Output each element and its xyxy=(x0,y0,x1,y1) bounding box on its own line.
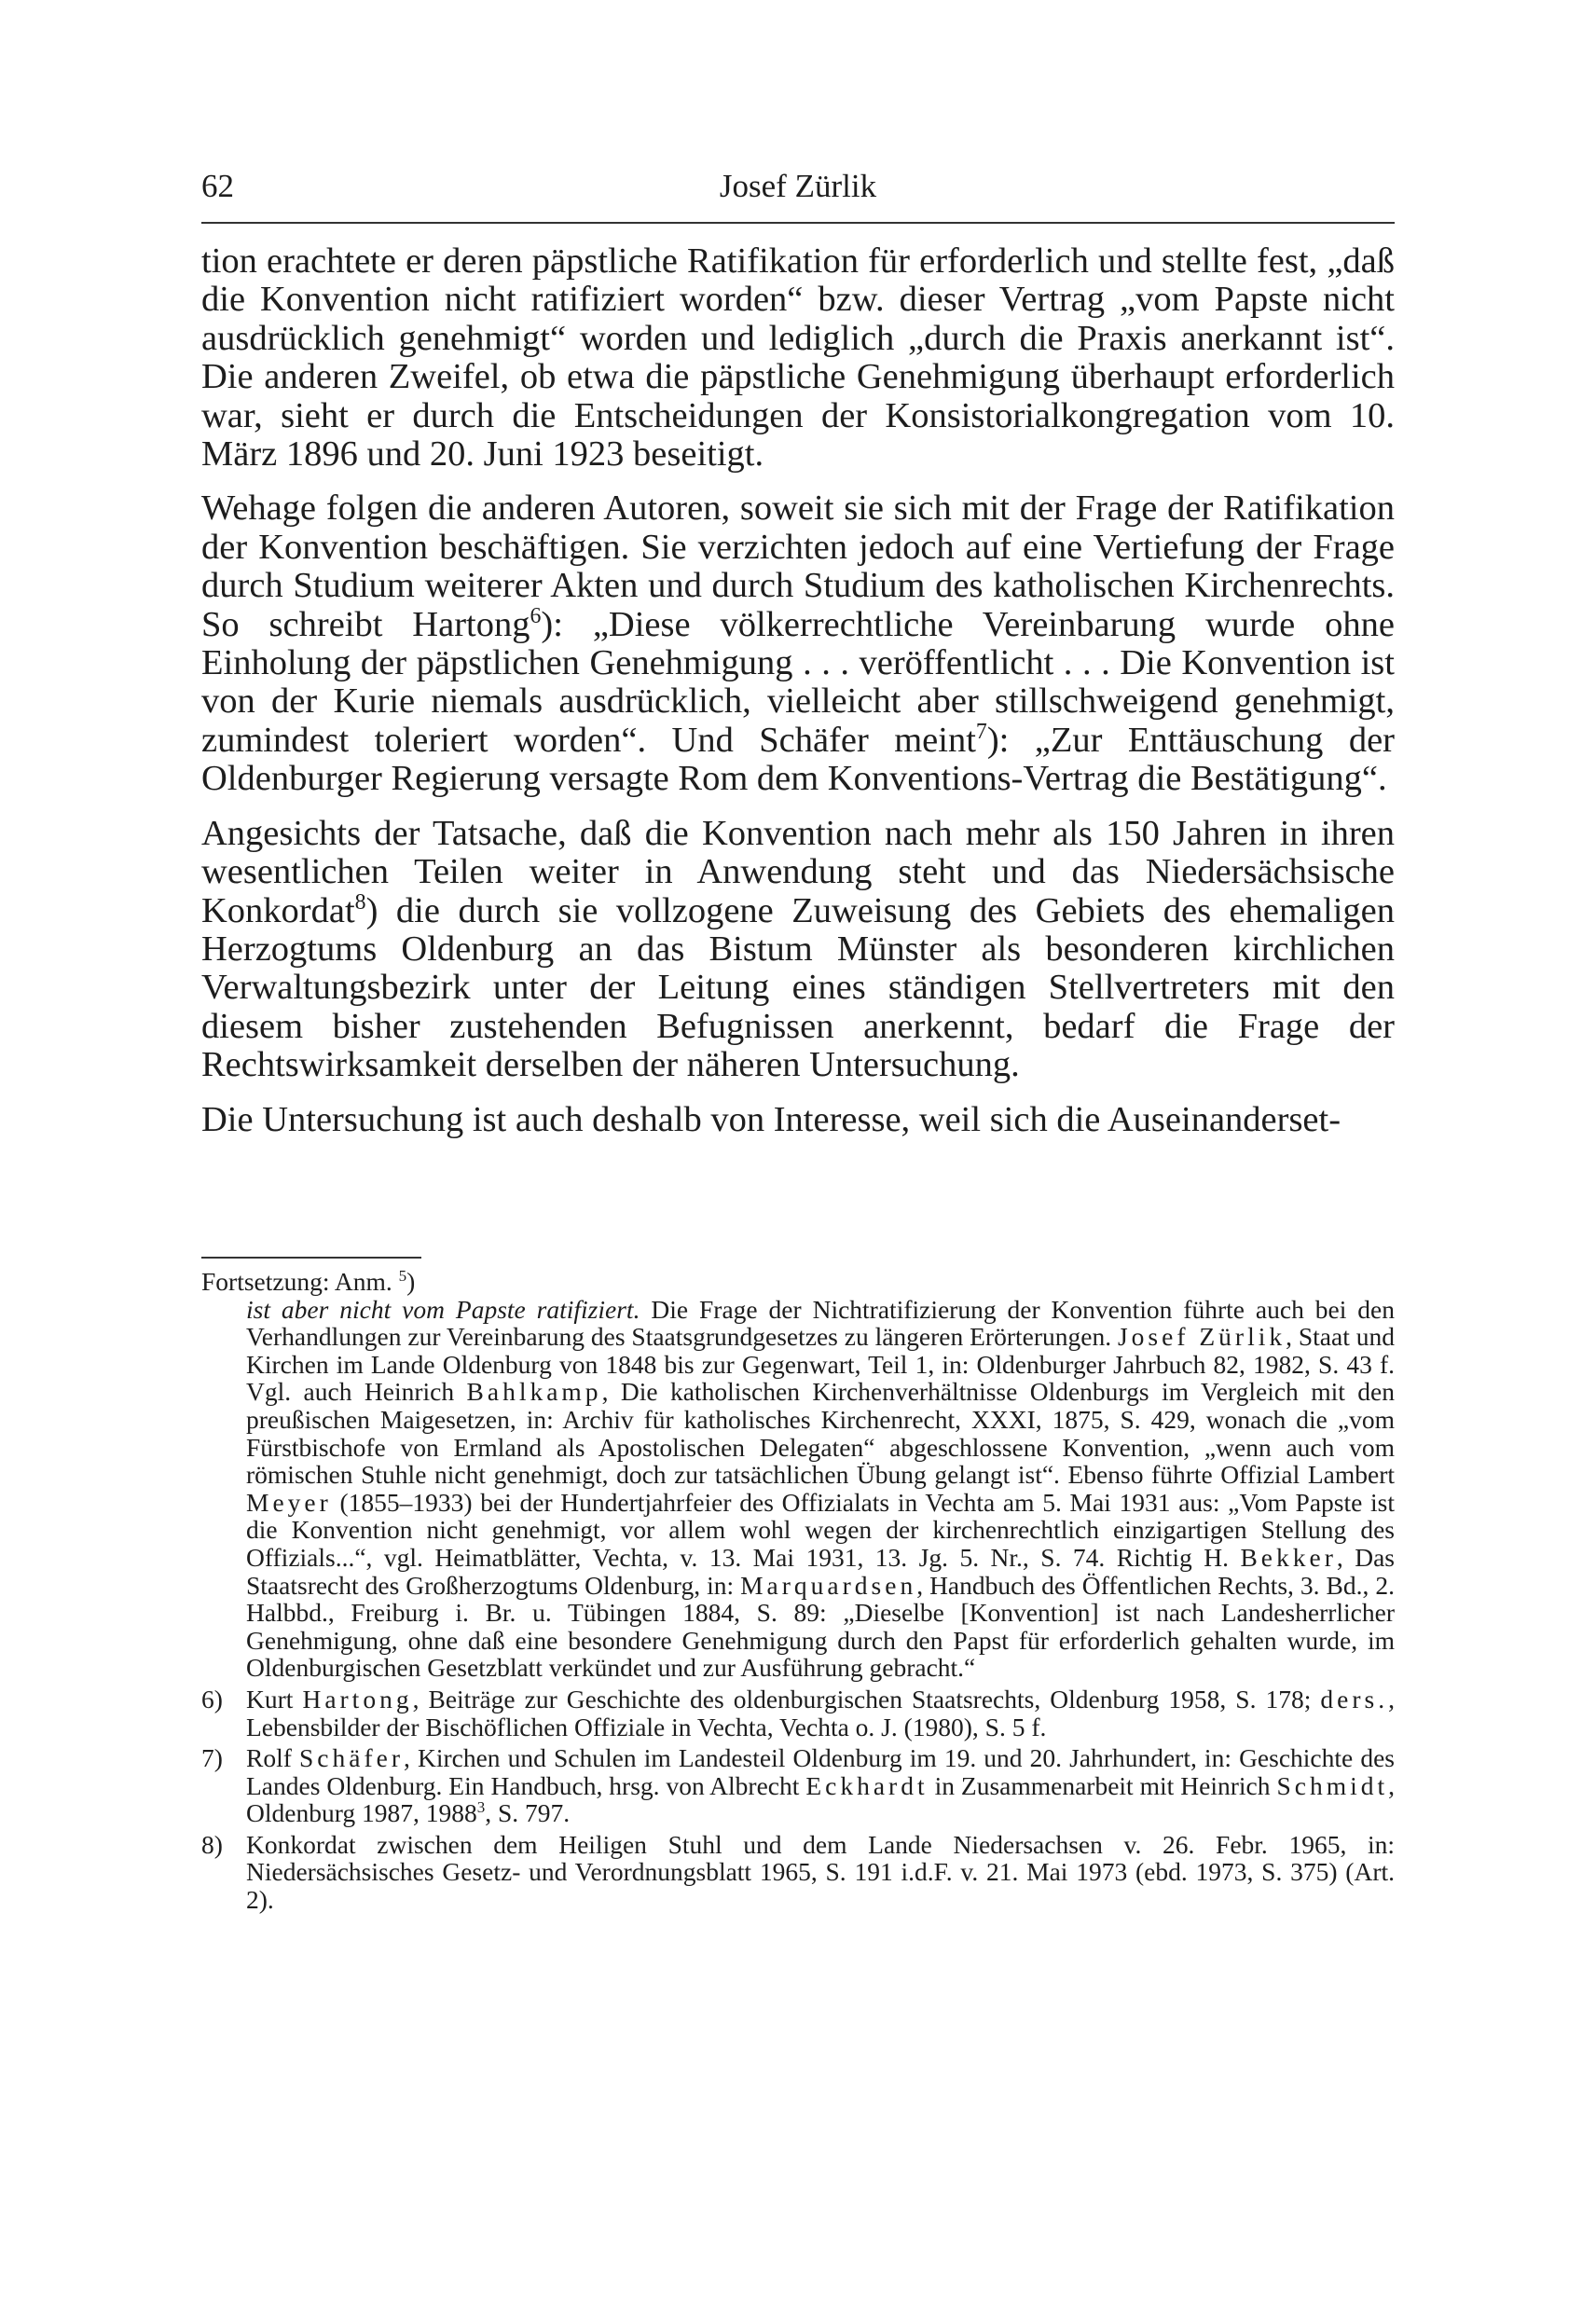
footnote-continuation-label: Fortsetzung: Anm. $^5$) xyxy=(201,1266,416,1296)
paragraph-4: Die Untersuchung ist auch deshalb von Interesse, weil sich die Auseinanderset- xyxy=(201,1099,1341,1139)
footnote-6: 6) Kurt Hartong, Beiträge zur Geschichte des oldenburgischen Staatsrechts, Oldenburg 1958, S. 178; ders., Lebensbilder der Bischöflichen Offiziale in Vechta, Vechta o. J. (1980), S. 5 f. xyxy=(201,1684,1395,1741)
footnote-7: 7) Rolf Schäfer, Kirchen und Schulen im Landesteil Oldenburg im 19. und 20. Jahrhundert, in: Geschichte des Landes Oldenburg. Ein Handbuch, hrsg. von Albrecht Eckhardt in Zusammenarbeit mit Heinrich Schmidt, Oldenburg 1987, 1988$^3$, S. 797. xyxy=(201,1743,1395,1828)
page-header xyxy=(201,158,1395,214)
footnote-ref-7: 7 xyxy=(975,720,987,745)
footnote-ref-8: 8 xyxy=(354,889,366,915)
footnote-6-marker: 6) xyxy=(201,1684,223,1713)
footnote-rule xyxy=(201,1257,421,1259)
footnote-8: 8) Konkordat zwischen dem Heiligen Stuhl und dem Lande Niedersachsen v. 26. Febr. 1965, in: Niedersächsisches Gesetz- und Verordnungsblatt 1965, S. 191 i.d.F. v. 21. Mai 1973 (ebd. 1973, S. 375) (Art. 2). xyxy=(201,1829,1395,1915)
paragraph-3: Angesichts der Tatsache, daß die Konvention nach mehr als 150 Jahren in ihren wesentlichen Teilen weiter in Anwendung steht und das Niedersächsische Konkordat$^8$) die durch sie vollzogene Zuweisung des Gebiets des ehemaligen Herzogtums Oldenburg an das Bistum Münster als besonderen kirchlichen Verwaltungsbezirk unter der Leitung eines ständigen Stellvertreters mit den diesem bisher zustehenden Befugnissen anerkennt, bedarf die Frage der Rechtswirksamkeit derselben der näheren Untersuchung. xyxy=(201,813,1395,1085)
page-number: 62 xyxy=(201,168,234,204)
running-title: Josef Zürlik xyxy=(719,168,877,204)
footnotes xyxy=(201,1268,1395,1918)
footnote-8-marker: 8) xyxy=(201,1829,223,1859)
footnote-ref-6: 6 xyxy=(530,603,542,628)
footnote-5-continued: ist aber nicht vom Papste ratifiziert. Die Frage der Nichtratifizierung der Konvention führte auch bei den Verhandlungen zur Vereinbarung des Staatsgrundgesetzes zu längeren Erörterungen. Josef Zürlik, Staat und Kirchen im Lande Oldenburg von 1848 bis zur Gegenwart, Teil 1, in: Oldenburger Jahrbuch 82, 1982, S. 43 f. Vgl. auch Heinrich Bahlkamp, Die katholischen Kirchenverhältnisse Oldenburgs im Vergleich mit den preußischen Maigesetzen, in: Archiv für katholisches Kirchenrecht, XXXI, 1875, S. 429, wonach die „vom Fürstbischofe von Ermland als Apostolischen Delegaten“ abgeschlossene Konvention, „wenn auch vom römischen Stuhle nicht genehmigt, doch zur tatsächlichen Übung gelangt ist“. Ebenso führte Offizial Lambert Meyer (1855–1933) bei der Hundertjahrfeier des Offizialats in Vechta am 5. Mai 1931 aus: „Vom Papste ist die Konvention nicht genehmigt, vor allem wohl wegen der kirchenrechtlich einzigartigen Stellung des Offizials...“, vgl. Heimatblätter, Vechta, v. 13. Mai 1931, 13. Jg. 5. Nr., S. 74. Richtig H. Bekker, Das Staatsrecht des Großherzogtums Oldenburg, in: Marquardsen, Handbuch des Öffentlichen Rechts, 3. Bd., 2. Halbbd., Freiburg i. Br. u. Tübingen 1884, S. 89: „Dieselbe [Konvention] ist nach Landesherrlicher Genehmigung, ohne daß eine besondere Genehmigung durch den Papst für erforderlich gehalten wurde, im Oldenburgischen Gesetzblatt verkündet und zur Ausführung gebracht.“ xyxy=(246,1294,1396,1683)
paragraph-2: Wehage folgen die anderen Autoren, soweit sie sich mit der Frage der Ratifikation der Konvention beschäftigen. Sie verzichten jedoch auf eine Vertiefung der Frage durch Studium weiterer Akten und durch Studium des katholischen Kirchenrechts. So schreibt Hartong$^6$): „Diese völkerrechtliche Vereinbarung wurde ohne Einholung der päpstlichen Genehmigung . . . veröffentlicht . . . Die Konvention ist von der Kurie niemals ausdrücklich, vielleicht aber stillschweigend genehmigt, zumindest toleriert worden“. Und Schäfer meint$^7$): „Zur Enttäuschung der Oldenburger Regierung versagte Rom dem Konventions-Vertrag die Bestätigung“. xyxy=(201,489,1396,799)
header-rule xyxy=(201,222,1395,224)
paragraph-1: tion erachtete er deren päpstliche Ratifikation für erforderlich und stellte fest, „daß die Konvention nicht ratifiziert worden“ bzw. dieser Vertrag „vom Papste nicht ausdrücklich genehmigt“ worden und lediglich „durch die Praxis anerkannt ist“. Die anderen Zweifel, ob etwa die päpstliche Genehmigung überhaupt erforderlich war, sieht er durch die Entscheidungen der Konsistorialkongregation vom 10. März 1896 und 20. Juni 1923 beseitigt. xyxy=(201,241,1395,475)
main-text xyxy=(201,242,1395,1155)
footnote-7-marker: 7) xyxy=(201,1743,223,1773)
